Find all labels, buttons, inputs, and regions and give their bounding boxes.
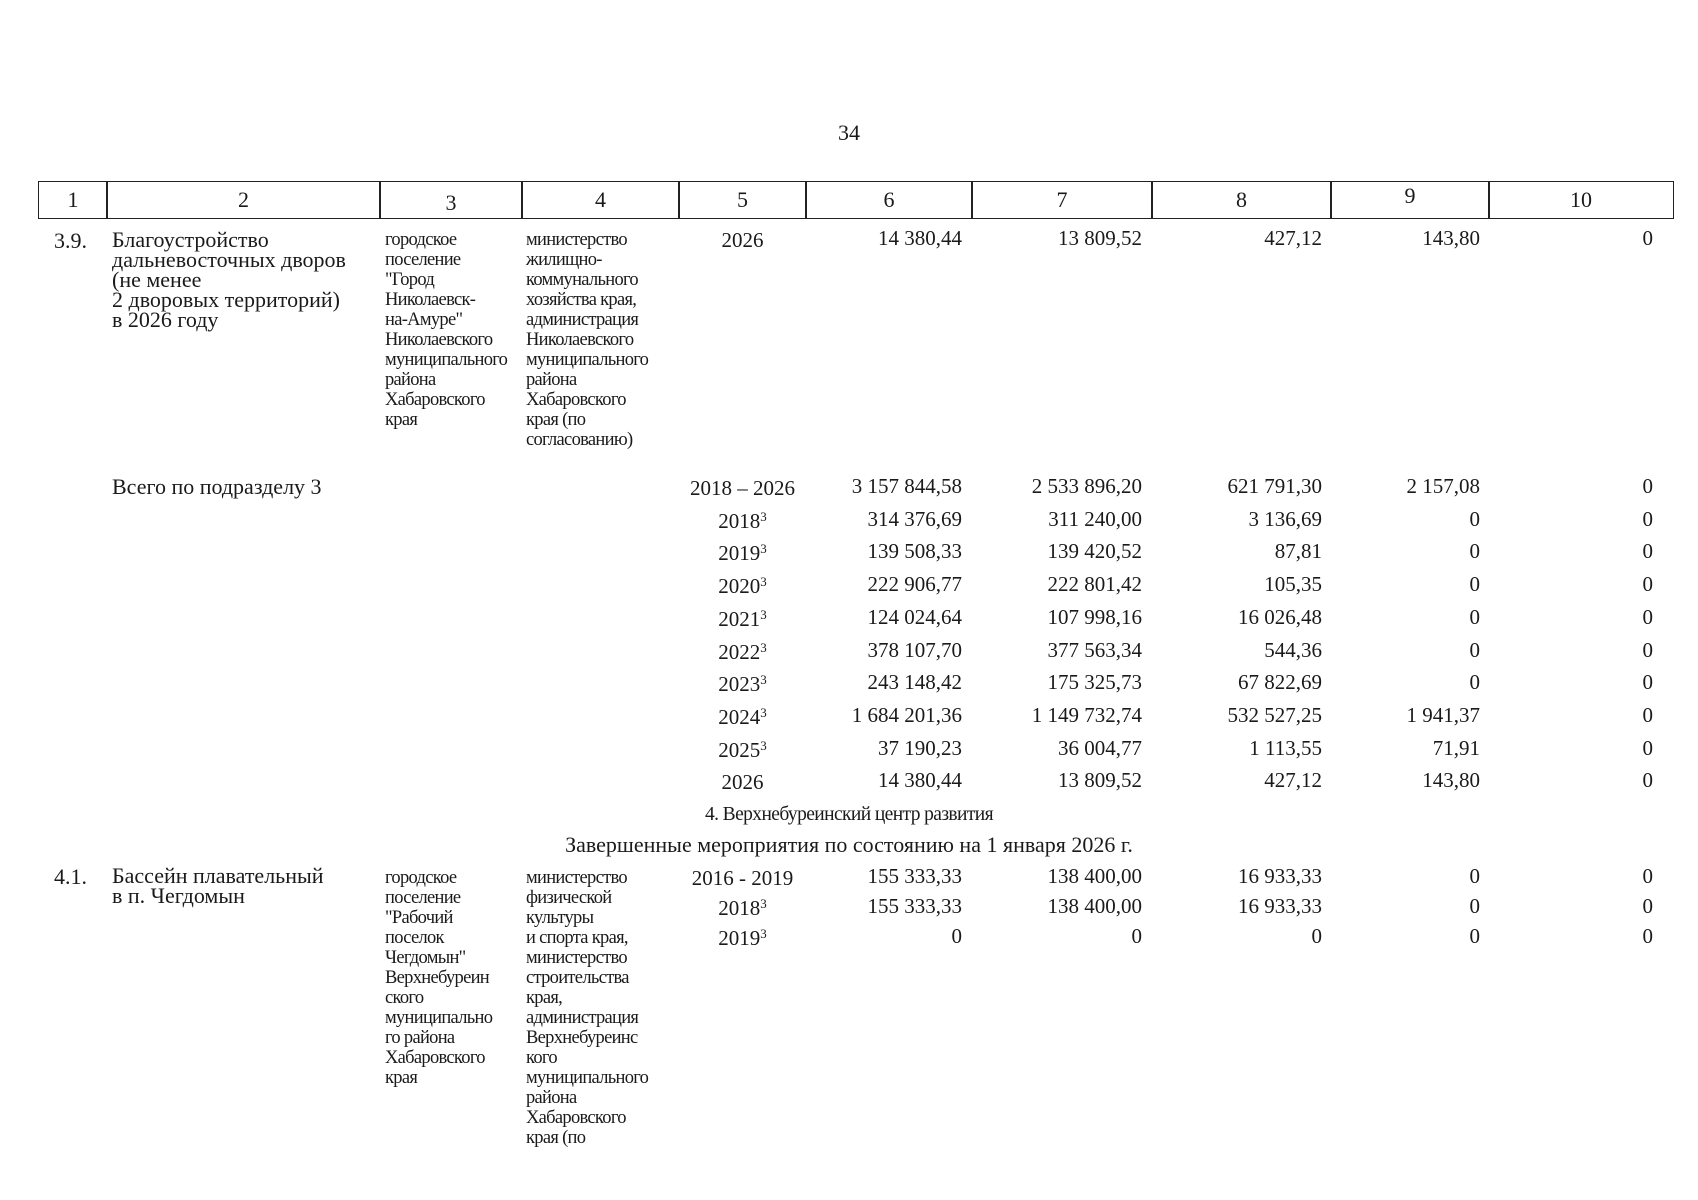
responsible-line: Хабаровского xyxy=(526,1108,626,1128)
row-number: 4.1. xyxy=(54,864,87,889)
activity-name-line: (не менее xyxy=(112,267,202,292)
executor xyxy=(385,230,507,430)
value-c7: 377 563,34 xyxy=(1047,637,1142,662)
value-c9: 2 157,08 xyxy=(1406,474,1480,498)
responsible-line: строительства xyxy=(526,968,629,988)
responsible-line: района xyxy=(526,370,577,390)
year-text: 2023 xyxy=(718,672,761,697)
footnote-mark: 3 xyxy=(760,574,767,590)
responsible-line: согласованию) xyxy=(526,430,633,450)
activity-name-line: в п. Чегдомын xyxy=(112,883,245,908)
value-c6: 3 157 844,58 xyxy=(851,474,962,498)
executor-line: "Рабочий xyxy=(385,908,453,928)
value-c10: 0 xyxy=(1642,864,1653,888)
header-col-10: 10 xyxy=(1488,181,1674,219)
value-c6: 314 376,69 xyxy=(867,506,962,531)
executor-line: Хабаровского xyxy=(385,390,485,410)
header-col-1: 1 xyxy=(38,181,108,219)
activity-name xyxy=(112,227,346,332)
value-c7: 2 533 896,20 xyxy=(1031,474,1142,498)
executor-line: го района xyxy=(385,1028,455,1048)
page-number: 34 xyxy=(838,120,860,145)
footnote-mark: 3 xyxy=(760,896,767,911)
footnote-mark: 3 xyxy=(760,508,767,524)
year-text: 2016 - 2019 xyxy=(691,866,794,890)
activity-name-line: дальневосточных дворов xyxy=(112,247,346,272)
value-c10: 0 xyxy=(1642,894,1653,918)
responsible xyxy=(526,230,648,450)
year-cell xyxy=(678,704,807,729)
value-c10: 0 xyxy=(1642,670,1653,695)
value-c9: 0 xyxy=(1469,670,1480,695)
value-c7: 175 325,73 xyxy=(1047,670,1142,695)
year-cell xyxy=(678,674,807,695)
year-text: 2021 xyxy=(718,606,761,631)
responsible-line: Верхнебуреинс xyxy=(526,1028,638,1048)
value-col-8: 427,12 xyxy=(1264,226,1322,250)
value-c7: 13 809,52 xyxy=(1058,768,1142,793)
responsible-line: физической xyxy=(526,888,612,908)
year-cell xyxy=(678,772,807,793)
value-c9: 0 xyxy=(1469,894,1480,918)
year-text: 2018 xyxy=(718,508,761,533)
header-col-3: 3 xyxy=(379,181,523,219)
responsible-line: Николаевского xyxy=(526,330,634,350)
year-text: 2022 xyxy=(718,639,761,664)
responsible-line: района xyxy=(526,1088,577,1108)
value-c6: 243 148,42 xyxy=(867,670,962,695)
executor-line: района xyxy=(385,370,436,390)
value-c9: 0 xyxy=(1469,864,1480,888)
responsible xyxy=(526,868,648,1148)
value-c8: 0 xyxy=(1311,924,1322,948)
value-c8: 16 026,48 xyxy=(1238,604,1322,629)
year-text: 2018 – 2026 xyxy=(690,476,795,500)
activity-name-line: Благоустройство xyxy=(112,227,269,252)
value-c7: 107 998,16 xyxy=(1047,604,1142,629)
value-c8: 16 933,33 xyxy=(1238,894,1322,918)
executor-line: Николаевск- xyxy=(385,290,476,310)
year-text: 2024 xyxy=(718,704,761,729)
value-c8: 3 136,69 xyxy=(1248,506,1322,531)
value-c9: 143,80 xyxy=(1422,768,1480,793)
value-c10: 0 xyxy=(1642,702,1653,727)
header-col-4: 4 xyxy=(521,181,680,219)
value-c7: 138 400,00 xyxy=(1047,864,1142,888)
year-cell xyxy=(678,898,807,919)
executor-line: Верхнебуреин xyxy=(385,968,489,988)
value-c8: 1 113,55 xyxy=(1249,735,1322,760)
value-col-9: 143,80 xyxy=(1422,226,1480,250)
year-cell xyxy=(678,928,807,949)
executor-line: на-Амуре" xyxy=(385,310,463,330)
executor-line: муниципально xyxy=(385,1008,493,1028)
value-c9: 71,91 xyxy=(1432,735,1480,760)
executor-line: "Город xyxy=(385,270,435,290)
executor xyxy=(385,868,492,1088)
responsible-line: хозяйства края, xyxy=(526,290,637,310)
value-c10: 0 xyxy=(1642,924,1653,948)
value-c9: 0 xyxy=(1469,506,1480,531)
value-c7: 139 420,52 xyxy=(1047,539,1142,564)
value-c6: 37 190,23 xyxy=(878,735,962,760)
footnote-mark: 3 xyxy=(760,704,767,720)
subtotal-label: Всего по подразделу 3 xyxy=(112,474,322,499)
year-cell xyxy=(678,576,807,597)
executor-line: Чегдомын" xyxy=(385,948,466,968)
value-c7: 222 801,42 xyxy=(1047,572,1142,597)
value-c10: 0 xyxy=(1642,604,1653,629)
value-c8: 16 933,33 xyxy=(1238,864,1322,888)
value-c7: 138 400,00 xyxy=(1047,894,1142,918)
year-text: 2019 xyxy=(718,541,761,566)
value-c8: 532 527,25 xyxy=(1227,702,1322,727)
header-col-7: 7 xyxy=(971,181,1153,219)
responsible-line: края (по xyxy=(526,410,586,430)
executor-line: края xyxy=(385,1068,418,1088)
value-c6: 1 684 201,36 xyxy=(851,702,962,727)
value-c6: 0 xyxy=(951,924,962,948)
responsible-line: министерство xyxy=(526,868,627,888)
section-subtitle: Завершенные мероприятия по состоянию на 1 января 2026 г. xyxy=(565,832,1133,857)
executor-line: поселение xyxy=(385,888,461,908)
year-text: 2019 xyxy=(718,926,761,950)
executor-line: городское xyxy=(385,868,457,888)
header-col-8: 8 xyxy=(1151,181,1332,219)
value-c7: 36 004,77 xyxy=(1058,735,1142,760)
value-c6: 14 380,44 xyxy=(878,768,962,793)
value-c10: 0 xyxy=(1642,506,1653,531)
executor-line: муниципального xyxy=(385,350,508,370)
responsible-line: муниципального xyxy=(526,350,649,370)
section-title: 4. Верхнебуреинский центр развития xyxy=(704,804,994,825)
header-col-5: 5 xyxy=(678,181,807,219)
year-cell xyxy=(678,737,807,762)
value-c6: 155 333,33 xyxy=(867,864,962,888)
footnote-mark: 3 xyxy=(760,541,767,557)
year-cell xyxy=(678,508,807,533)
responsible-line: коммунального xyxy=(526,270,638,290)
executor-line: края xyxy=(385,410,418,430)
value-c8: 621 791,30 xyxy=(1227,474,1322,498)
value-c6: 124 024,64 xyxy=(867,604,962,629)
value-c9: 0 xyxy=(1469,637,1480,662)
activity-name-line: Бассейн плавательный xyxy=(112,863,324,888)
value-c6: 139 508,33 xyxy=(867,539,962,564)
value-c10: 0 xyxy=(1642,539,1653,564)
value-c6: 378 107,70 xyxy=(867,637,962,662)
value-c10: 0 xyxy=(1642,474,1653,498)
value-c8: 87,81 xyxy=(1274,539,1322,564)
value-c9: 0 xyxy=(1469,924,1480,948)
value-c8: 67 822,69 xyxy=(1238,670,1322,695)
responsible-line: министерство xyxy=(526,230,627,250)
value-c9: 1 941,37 xyxy=(1406,702,1480,727)
executor-line: Николаевского xyxy=(385,330,493,350)
responsible-line: кого xyxy=(526,1048,557,1068)
responsible-line: администрация xyxy=(526,1008,639,1028)
header-col-9: 9 xyxy=(1330,181,1490,219)
header-col-2: 2 xyxy=(106,181,381,219)
value-c6: 222 906,77 xyxy=(867,572,962,597)
header-col-6: 6 xyxy=(805,181,973,219)
responsible-line: культуры xyxy=(526,908,594,928)
footnote-mark: 3 xyxy=(760,737,767,753)
value-c10: 0 xyxy=(1642,572,1653,597)
responsible-line: министерство xyxy=(526,948,627,968)
year-cell xyxy=(678,639,807,664)
value-c10: 0 xyxy=(1642,735,1653,760)
value-c10: 0 xyxy=(1642,768,1653,793)
year-text: 2026 xyxy=(721,770,764,795)
year-cell xyxy=(678,543,807,564)
value-c9: 0 xyxy=(1469,604,1480,629)
value-c9: 0 xyxy=(1469,572,1480,597)
value-c10: 0 xyxy=(1642,637,1653,662)
value-col-7: 13 809,52 xyxy=(1058,226,1142,250)
executor-line: городское xyxy=(385,230,457,250)
responsible-line: края, xyxy=(526,988,563,1008)
year-text: 2025 xyxy=(718,737,761,762)
footnote-mark: 3 xyxy=(760,639,767,655)
year-cell xyxy=(678,868,807,889)
year-cell: 2026 xyxy=(721,228,764,252)
activity-name xyxy=(112,863,324,908)
responsible-line: администрация xyxy=(526,310,639,330)
footnote-mark: 3 xyxy=(760,672,767,688)
year-text: 2018 xyxy=(718,896,761,920)
value-c7: 311 240,00 xyxy=(1048,506,1142,531)
value-c7: 1 149 732,74 xyxy=(1031,702,1142,727)
activity-name-line: в 2026 году xyxy=(112,307,219,332)
activity-name-line: 2 дворовых территорий) xyxy=(112,287,340,312)
year-cell xyxy=(678,478,807,499)
responsible-line: Хабаровского xyxy=(526,390,626,410)
value-col-6: 14 380,44 xyxy=(878,226,962,250)
value-c8: 105,35 xyxy=(1264,572,1322,597)
footnote-mark: 3 xyxy=(760,606,767,622)
value-col-10: 0 xyxy=(1642,226,1653,250)
year-cell xyxy=(678,606,807,631)
responsible-line: муниципального xyxy=(526,1068,649,1088)
year-text: 2020 xyxy=(718,574,761,599)
value-c9: 0 xyxy=(1469,539,1480,564)
footnote-mark: 3 xyxy=(760,926,767,941)
executor-line: Хабаровского xyxy=(385,1048,485,1068)
value-c8: 427,12 xyxy=(1264,768,1322,793)
executor-line: поселение xyxy=(385,250,461,270)
executor-line: поселок xyxy=(385,928,444,948)
row-number: 3.9. xyxy=(54,228,87,253)
responsible-line: края (по xyxy=(526,1128,586,1148)
value-c7: 0 xyxy=(1131,924,1142,948)
value-c8: 544,36 xyxy=(1264,637,1322,662)
value-c6: 155 333,33 xyxy=(867,894,962,918)
responsible-line: и спорта края, xyxy=(526,928,628,948)
executor-line: ского xyxy=(385,988,424,1008)
responsible-line: жилищно- xyxy=(526,250,602,270)
